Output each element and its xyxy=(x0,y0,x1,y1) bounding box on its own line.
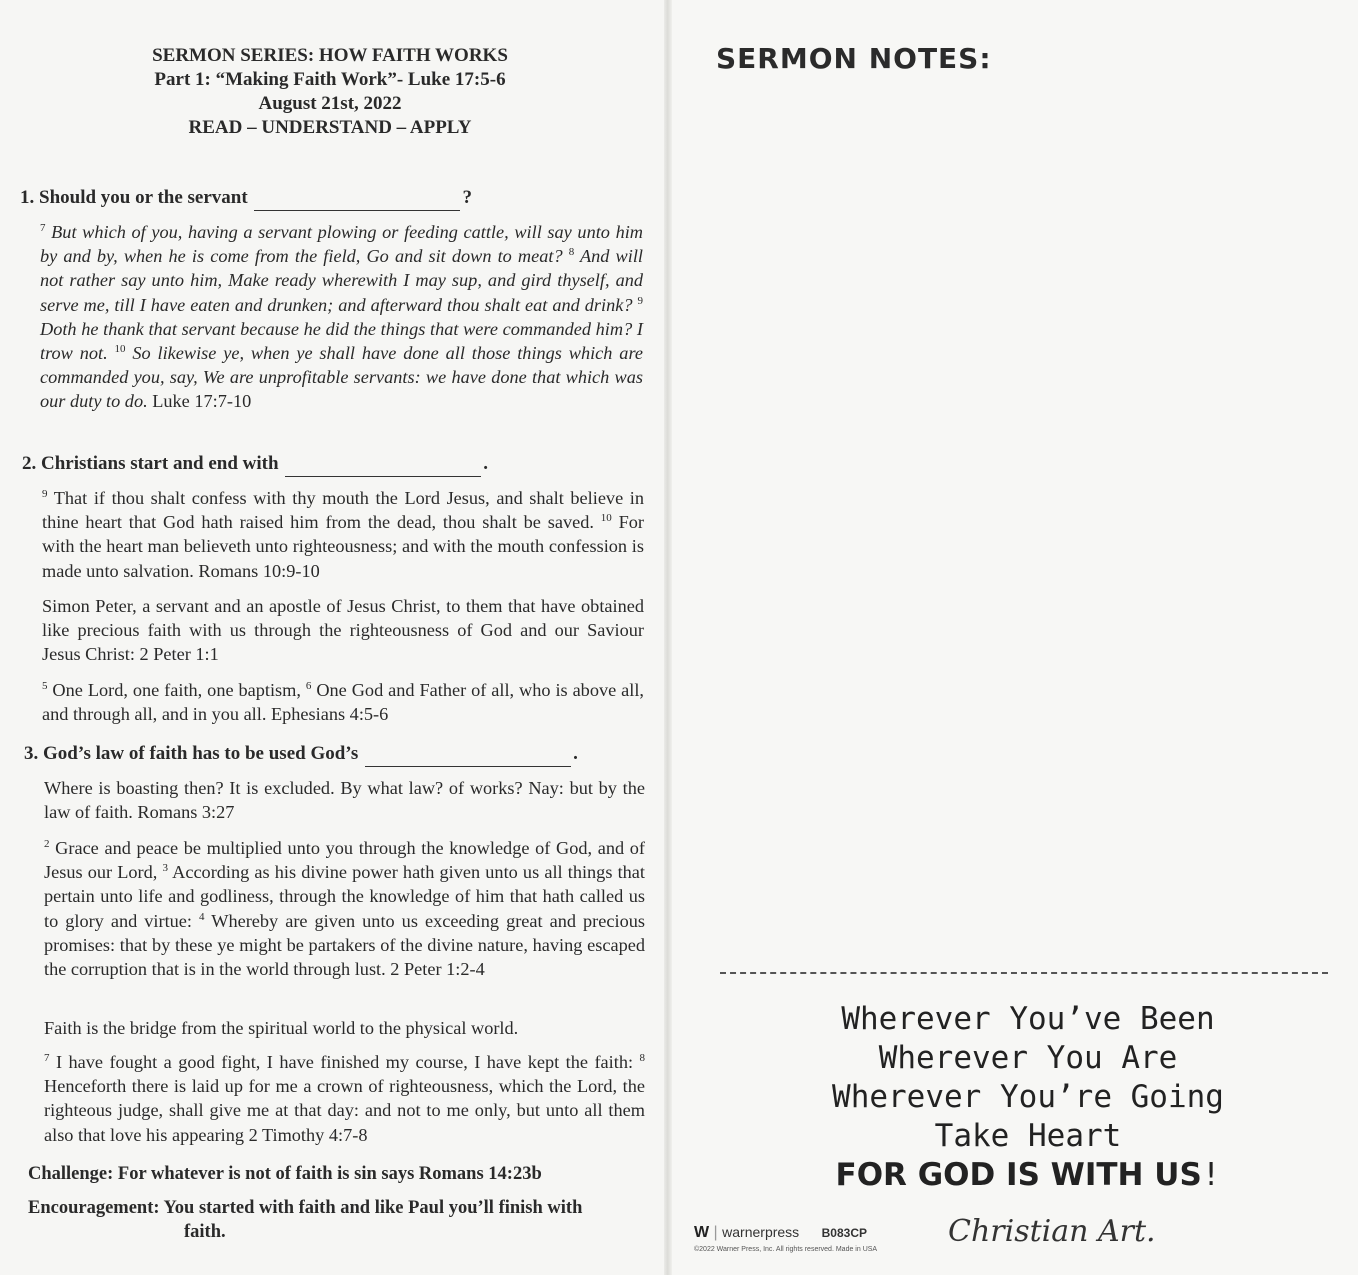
page-fold xyxy=(664,0,672,1275)
motto-line-5: FOR GOD IS WITH US! xyxy=(835,1157,1221,1193)
answer-blank-2 xyxy=(285,452,481,477)
sermon-date: August 21st, 2022 xyxy=(258,93,402,114)
dashed-divider xyxy=(720,972,1328,974)
question-3: 3. God’s law of faith has to be used God’s . xyxy=(24,742,578,767)
question-1: 1. Should you or the servant ? xyxy=(20,186,472,211)
scripture-2-peter-1-2: $^2$ Grace and peace be multiplied unto you through the knowledge of God, and of Jesus our Lord, $^3$ According as his divine power hath given unto us all things that pertain unto life and godliness, through the knowledge of him that hath called us to glory and virtue: $^4$ Whereby are given unto us exceeding great and precious promises: that by these ye might be partakers of the divine nature, having escaped the corruption that is in the world through lust. 2 Peter 1:2-4 xyxy=(44,837,645,980)
scripture-2-peter-1-1: Simon Peter, a servant and an apostle of Jesus Christ, to them that have obtained like precious faith with us through the righteousness of God and our Saviour Jesus Christ: 2 Peter 1:1 xyxy=(42,596,644,665)
faith-bridge-statement: Faith is the bridge from the spiritual world to the physical world. xyxy=(44,1018,519,1038)
question-2: 2. Christians start and end with . xyxy=(22,452,488,477)
warnerpress-logo-icon: W xyxy=(694,1224,710,1241)
motto-line-4: Take Heart xyxy=(934,1118,1122,1154)
christian-art-logo: Christian Art. xyxy=(948,1214,1156,1249)
publisher-brand: warnerpress xyxy=(722,1224,800,1240)
series-title: SERMON SERIES: HOW FAITH WORKS xyxy=(152,45,508,66)
motto-line-1: Wherever You’ve Been xyxy=(841,1001,1215,1037)
scripture-reference: Luke 17:7-10 xyxy=(147,391,252,412)
motto-line-3: Wherever You’re Going xyxy=(832,1079,1224,1115)
take-heart-motto xyxy=(728,1000,1328,1195)
scripture-romans-10: $^9$ That if thou shalt confess with thy mouth the Lord Jesus, and shalt believe in thine heart that God hath raised him from the dead, thou shalt be saved. $^{10}$ For with the heart man believeth unto righteousness; and with the mouth confession is made unto salvation. Romans 10:9-10 xyxy=(42,487,645,581)
sermon-motto: READ – UNDERSTAND – APPLY xyxy=(188,117,472,138)
copyright-notice: ©2022 Warner Press, Inc. All rights reserved. Made in USA xyxy=(694,1246,878,1253)
sermon-notes-title: SERMON NOTES: xyxy=(716,42,992,75)
answer-blank-1 xyxy=(254,186,460,211)
publisher-footer: W | warnerpress B083CP ©2022 Warner Press, Inc. All rights reserved. Made in USA xyxy=(694,1224,944,1253)
sermon-header xyxy=(90,44,570,140)
motto-line-2: Wherever You Are xyxy=(878,1040,1178,1076)
scripture-ephesians-4: $^5$ One Lord, one faith, one baptism, $^6$ One God and Father of all, who is above all, and through all, and in you all. Ephesians 4:5-6 xyxy=(42,679,644,725)
part-title: Part 1: “Making Faith Work”- Luke 17:5-6 xyxy=(154,69,506,90)
scripture-luke-17: $^7$ But which of you, having a servant plowing or feeding cattle, will say unto him by and by, when he is come from the field, Go and sit down to meat? $^8$ And will not rather say unto him, Make ready wherewith I may sup, and gird thyself, and serve me, till I have eaten and drunken; and afterward thou shalt eat and drink? $^9$ Doth he thank that servant because he did the things that were commanded him? I trow not. $^{10}$ So likewise ye, when ye shall have done all those things which are commanded you, say, We are unprofitable servants: we have done that which was our duty to do. Luke 17:7-10 xyxy=(40,221,643,412)
challenge: Challenge: For whatever is not of faith is sin says Romans 14:23b xyxy=(28,1164,542,1184)
encouragement: Encouragement: You started with faith and like Paul you’ll finish with faith. xyxy=(28,1198,583,1242)
scripture-romans-3: Where is boasting then? It is excluded. By what law? of works? Nay: but by the law of faith. Romans 3:27 xyxy=(44,778,645,823)
answer-blank-3 xyxy=(365,742,571,767)
scripture-2-timothy-4: $^7$ I have fought a good fight, I have finished my course, I have kept the faith: $^8$ Henceforth there is laid up for me a crown of righteousness, which the Lord, the righteous judge, shall give me at that day: and not to me only, but unto all them also that love his appearing 2 Timothy 4:7-8 xyxy=(44,1051,645,1145)
product-code: B083CP xyxy=(821,1226,867,1240)
